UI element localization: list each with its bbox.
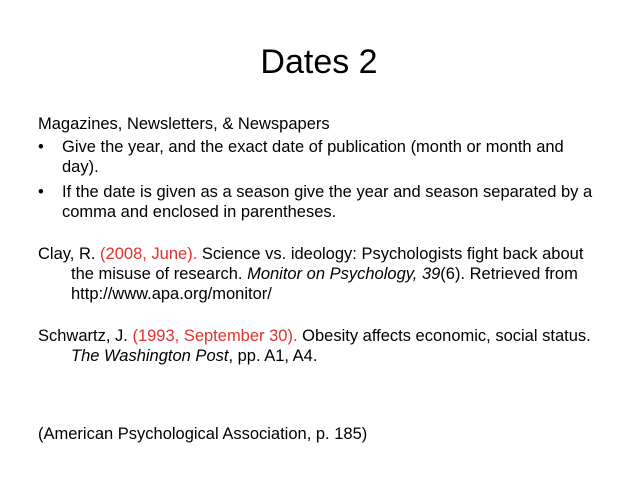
bullet-item [38,137,598,177]
reference-author: Clay, R. [38,245,101,263]
bullet-icon: • [38,138,44,156]
reference-entry [38,326,598,366]
slide-title: Dates 2 [260,43,378,81]
bullet-item [38,182,598,222]
reference-source: Monitor on Psychology, 39 [247,265,441,283]
reference-entry [38,244,598,304]
section-heading: Magazines, Newsletters, & Newspapers [38,115,330,133]
reference-details: , pp. A1, A4. [228,347,318,365]
reference-source: The Washington Post [71,347,229,365]
source-citation: (American Psychological Association, p. 185) [38,425,368,443]
bullet-icon: • [38,183,44,201]
reference-date: (2008, June). [100,245,198,263]
bullet-list [38,137,598,222]
bullet-text: Give the year, and the exact date of publication (month or month and day). [62,138,564,176]
reference-title: Science vs. ideology: Psychologists fight back about the misuse of research. [71,245,584,283]
reference-title: Obesity affects economic, social status. [297,327,591,345]
bullet-text: If the date is given as a season give the year and season separated by a comma and enclosed in parentheses. [62,183,593,221]
reference-details: (6). Retrieved from http://www.apa.org/monitor/ [71,265,578,303]
reference-date: (1993, September 30). [132,327,298,345]
reference-author: Schwartz, J. [38,327,133,345]
slide-content [38,114,598,366]
